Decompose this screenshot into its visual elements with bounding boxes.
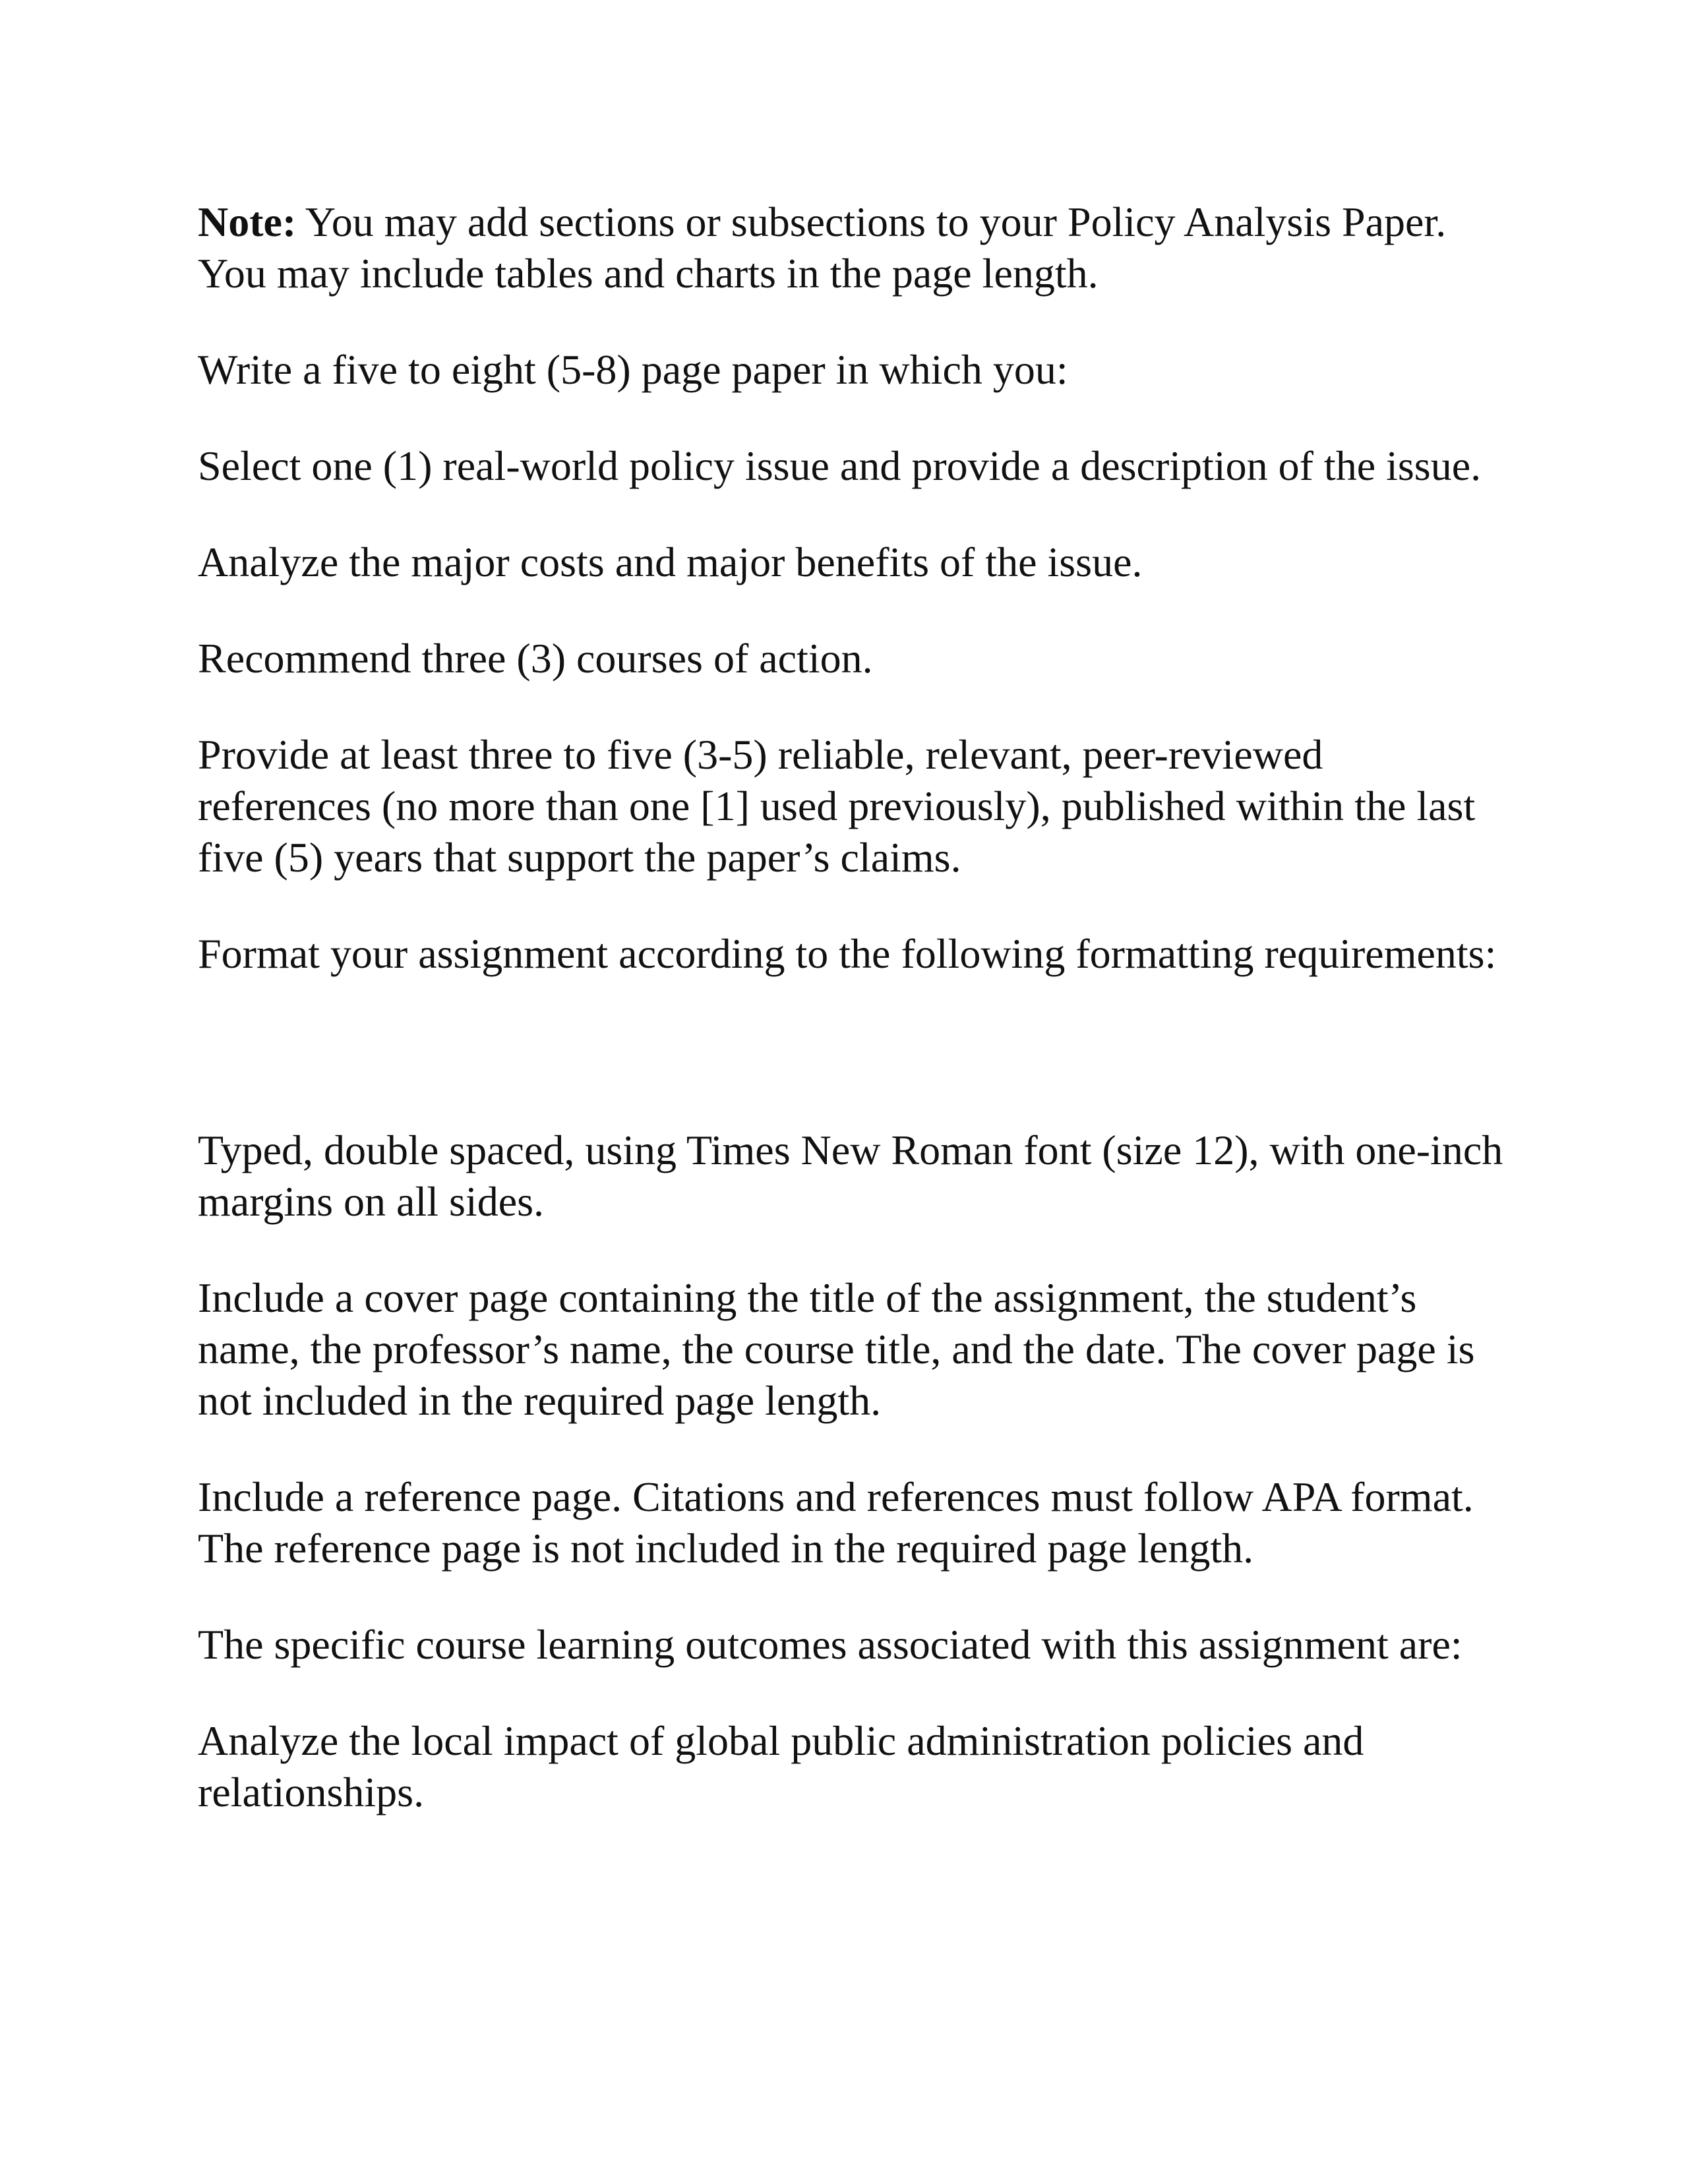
note-text: You may add sections or subsections to your Policy Analysis Paper. You may include tables and charts in the page length.	[198, 198, 1447, 297]
learning-outcome-item: Analyze the local impact of global public administration policies and relationships.	[198, 1717, 1364, 1815]
requirement-analyze-costs: Analyze the major costs and major benefits of the issue.	[198, 539, 1143, 585]
format-reference-page: Include a reference page. Citations and references must follow APA format. The reference page is not included in the required page length.	[198, 1473, 1474, 1572]
format-typed-spacing: Typed, double spaced, using Times New Roman font (size 12), with one-inch margins on all sides.	[198, 1127, 1503, 1225]
requirement-references: Provide at least three to five (3-5) reliable, relevant, peer-reviewed references (no more than one [1] used previously), published within the last five (5) years that support the paper’s claims.	[198, 731, 1476, 881]
requirement-recommend-actions: Recommend three (3) courses of action.	[198, 635, 873, 682]
note-paragraph	[198, 196, 1503, 299]
formatting-intro: Format your assignment according to the following formatting requirements:	[198, 930, 1497, 977]
note-label: Note:	[198, 198, 297, 245]
requirement-select-issue: Select one (1) real-world policy issue and provide a description of the issue.	[198, 442, 1482, 489]
document-body	[198, 196, 1503, 1863]
format-cover-page: Include a cover page containing the title of the assignment, the student’s name, the professor’s name, the course title, and the date. The cover page is not included in the required page length.	[198, 1274, 1475, 1424]
learning-outcomes-intro: The specific course learning outcomes associated with this assignment are:	[198, 1621, 1462, 1668]
assignment-intro: Write a five to eight (5-8) page paper in which you:	[198, 346, 1068, 393]
